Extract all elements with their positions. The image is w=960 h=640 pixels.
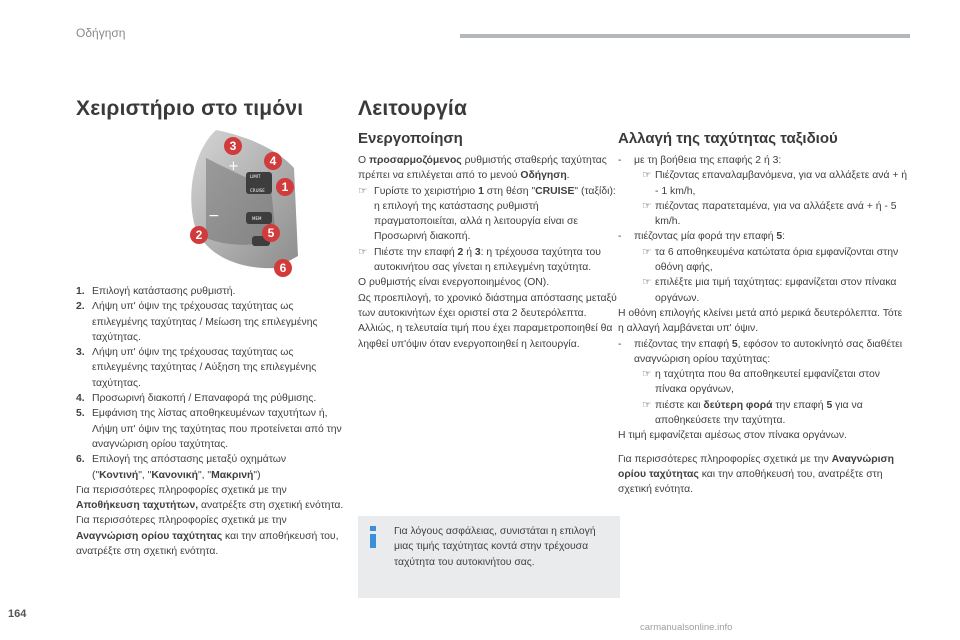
callout-5: 5 [262,224,280,242]
more-info-paragraph: Για περισσότερες πληροφορίες σχετικά με την Αναγνώριση ορίου ταχύτητας και την αποθήκευσή του, ανατρέξτε στη σχετική ενότητα. [76,515,339,558]
middle-heading: Λειτουργία [358,97,468,120]
page-number: 164 [8,608,27,620]
info-text: Για λόγους ασφάλειας, συνιστάται η επιλογή μιας τιμής ταχύτητας κοντά στην τρέχουσα ταχύτητα του αυτοκινήτου σας. [394,526,596,568]
running-header-bar [460,34,910,38]
right-heading: Αλλαγή της ταχύτητας ταξιδιού [618,130,838,147]
list-item: 1. Επιλογή κατάστασης ρυθμιστή. [76,286,236,297]
list-item: 2. Λήψη υπ' όψιν της τρέχουσας ταχύτητας ως επιλεγμένης ταχύτητας / Μείωση της επιλεγμένης ταχύτητας. [76,301,318,343]
minus-symbol: − [208,208,220,224]
more-info-paragraph: Για περισσότερες πληροφορίες σχετικά με την Αποθήκευση ταχυτήτων, ανατρέξτε στη σχετική ενότητα. [76,484,344,512]
left-heading: Χειριστήριο στο τιμόνι [76,97,304,120]
callout-3: 3 [224,137,242,155]
steering-wheel-illustration [176,128,306,278]
callout-1: 1 [276,178,294,196]
watermark: carmanualsonline.info [640,622,733,633]
list-item: 4. Προσωρινή διακοπή / Επαναφορά της ρύθμισης. [76,393,317,405]
callout-6: 6 [274,259,292,277]
callout-4: 4 [264,152,282,170]
right-column-text: - με τη βοήθεια της επαφής 2 ή 3: ☞ Πιέζοντας επαναλαμβανόμενα, για να αλλάξετε ανά + ή - 1 km/h, ☞ πιέζοντας παρατεταμένα, για να αλλάξετε ανά + ή - 5 km/h. - πιέζοντας μία φορά την επαφή 5: ☞ τα 6 αποθηκευμένα κατώτατα όρια εμφανίζονται στην οθόνη αφής, ☞ επιλέξτε μια τιμή ταχύτητας: εμφανίζεται στον πίνακα οργάνων. Η οθόνη επιλογής κλείνει μετά από μερικά δευτερόλεπτα. Τότε η αλλαγή λαμβάνεται υπ' όψιν. - πιέζοντας την επαφή 5, εφόσον το αυτοκίνητό σας διαθέτει αναγνώριση ορίου ταχύτητας: ☞ η ταχύτητα που θα αποθηκευτεί εμφανίζεται στον πίνακα οργάνων, ☞ πιέστε και δεύτερη φορά την επαφή 5 για να αποθηκεύσετε την ταχύτητα. Η τιμή εμφανίζεται αμέσως στον πίνακα οργάνων. Για περισσότερες πληροφορίες σχετικά με την Αναγνώριση ορίου ταχύτητας και την αποθήκευσή του, ανατρέξτε στη σχετική ενότητα. [618,155,908,496]
label-cruise: CRUISE [250,188,265,193]
label-mem: MEM [252,216,262,221]
list-item: 3. Λήψη υπ' όψιν της τρέχουσας ταχύτητας ως επιλεγμένης ταχύτητας / Αύξηση της επιλεγμένης ταχύτητας. [76,347,317,389]
middle-column-text: Ο προσαρμοζόμενος ρυθμιστής σταθερής ταχύτητας πρέπει να επιλέγεται από το μενού Οδήγηση. ☞ Γυρίστε το χειριστήριο 1 στη θέση "CRUISE" (ταξίδι): η επιλογή της κατάστασης ρυθμιστή πραγματοποιείται, αλλά η λειτουργία είναι σε Προσωρινή διακοπή. ☞ Πιέστε την επαφή 2 ή 3: η τρέχουσα ταχύτητα του αυτοκινήτου σας γίνεται η επιλεγμένη ταχύτητα. Ο ρυθμιστής είναι ενεργοποιημένος (ON). Ως προεπιλογή, το χρονικό διάστημα απόστασης μεταξύ των αυτοκινήτων έχει οριστεί στα 2 δευτερόλεπτα. Αλλιώς, η τελευταία τιμή που έχει παραμετροποιηθεί θα ληφθεί υπ'όψιν όταν ενεργοποιηθεί η λειτουργία. [358,155,617,350]
left-column-text [76,284,348,559]
list-item: 5. Εμφάνιση της λίστας αποθηκευμένων ταχυτήτων ή, Λήψη υπ' όψιν της ταχύτητας που προτείνεται από την αναγνώριση ορίου ταχύτητας. [76,408,342,450]
info-icon [368,526,378,548]
label-limit: LIMIT [250,174,261,179]
plus-symbol: + [228,159,239,174]
middle-subheading: Ενεργοποίηση [358,130,463,147]
callout-2: 2 [190,226,208,244]
running-header-title: Οδήγηση [76,26,126,40]
info-box [358,516,620,598]
list-item: 6. Επιλογή της απόστασης μεταξύ οχημάτων ("Κοντινή", "Κανονική", "Μακρινή") [76,454,287,481]
